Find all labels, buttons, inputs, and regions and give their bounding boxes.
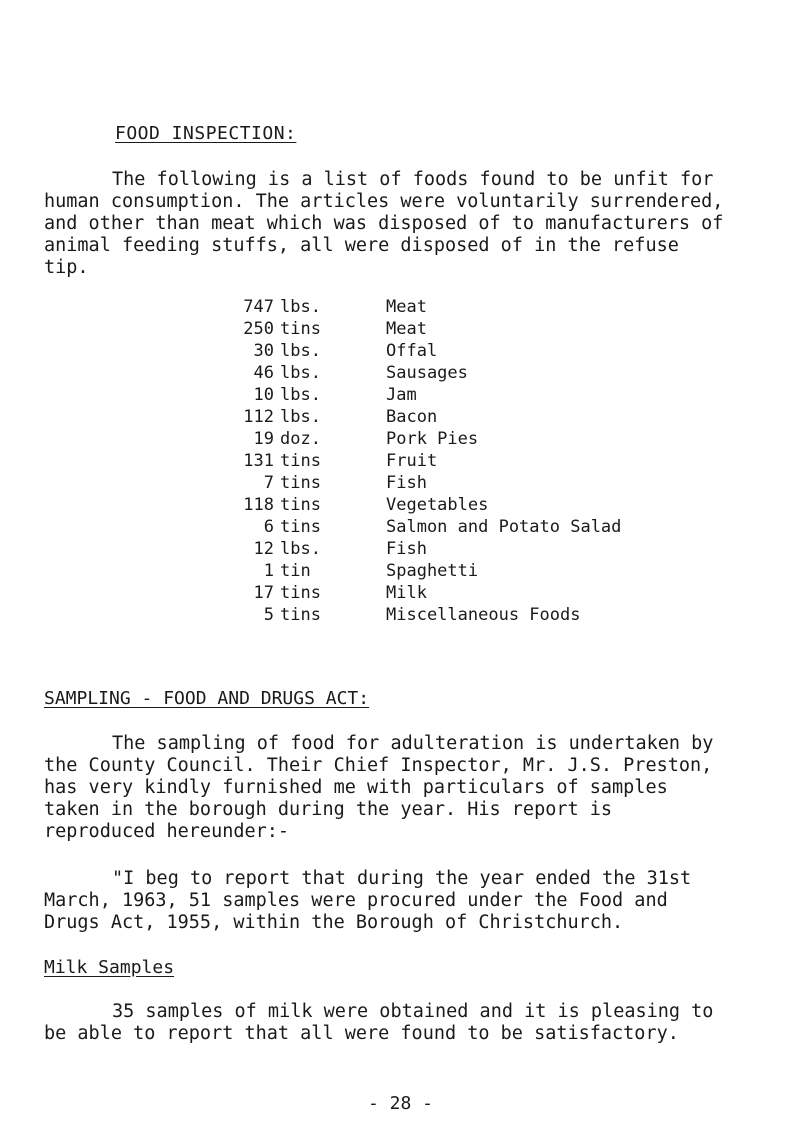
table-row — [232, 406, 621, 428]
quantity-cell: 747 — [243, 297, 274, 317]
item-cell: Vegetables — [386, 495, 489, 515]
unit-cell: tins — [280, 517, 321, 537]
unit-cell: tins — [280, 583, 321, 603]
item-cell: Salmon and Potato Salad — [386, 517, 622, 537]
unit-cell: lbs. — [280, 385, 321, 405]
item-cell: Fruit — [386, 451, 438, 471]
unit-cell: doz. — [280, 429, 321, 449]
table-row — [232, 428, 621, 450]
item-cell: Sausages — [386, 363, 468, 383]
report-paragraph — [44, 868, 724, 934]
quantity-cell: 10 — [253, 385, 274, 405]
sampling-heading: SAMPLING - FOOD AND DRUGS ACT: — [44, 688, 370, 709]
item-cell: Jam — [386, 385, 417, 405]
intro-line: The following is a list of foods found to be unfit for — [112, 169, 714, 190]
item-cell: Miscellaneous Foods — [386, 605, 581, 625]
item-cell: Fish — [386, 539, 427, 559]
quantity-cell: 46 — [253, 363, 274, 383]
page-number: - 28 - — [367, 1093, 434, 1114]
milk-samples-paragraph — [44, 1001, 724, 1045]
item-cell: Meat — [386, 319, 427, 339]
sampling-line: taken in the borough during the year. His report is — [44, 799, 613, 820]
quantity-cell: 12 — [253, 539, 274, 559]
table-row — [232, 450, 621, 472]
report-line: "I beg to report that during the year ended the 31st — [112, 868, 692, 889]
unit-cell: lbs. — [280, 341, 321, 361]
table-row — [232, 362, 621, 384]
table-row — [232, 296, 621, 318]
unit-cell: lbs. — [280, 539, 321, 559]
quantity-cell: 131 — [243, 451, 274, 471]
item-cell: Offal — [386, 341, 438, 361]
item-cell: Spaghetti — [386, 561, 479, 581]
milk-line: be able to report that all were found to be satisfactory. — [44, 1023, 679, 1044]
table-row — [232, 340, 621, 362]
food-inspection-heading: FOOD INSPECTION: — [115, 123, 297, 144]
unit-cell: tins — [280, 605, 321, 625]
intro-line: animal feeding stuffs, all were disposed of in the refuse — [44, 235, 679, 256]
unfit-foods-table — [232, 296, 621, 626]
unit-cell: lbs. — [280, 363, 321, 383]
unit-cell: tins — [280, 473, 321, 493]
item-cell: Pork Pies — [386, 429, 479, 449]
table-row — [232, 560, 621, 582]
report-line: Drugs Act, 1955, within the Borough of Christchurch. — [44, 912, 624, 933]
unit-cell: lbs. — [280, 297, 321, 317]
unit-cell: tin — [280, 561, 311, 581]
table-row — [232, 604, 621, 626]
report-line: March, 1963, 51 samples were procured under the Food and — [44, 890, 668, 911]
sampling-line: The sampling of food for adulteration is undertaken by — [112, 733, 714, 754]
quantity-cell: 17 — [253, 583, 274, 603]
milk-samples-heading: Milk Samples — [44, 957, 175, 978]
sampling-line: reproduced hereunder:- — [44, 821, 290, 842]
quantity-cell: 250 — [243, 319, 274, 339]
table-row — [232, 516, 621, 538]
intro-line: and other than meat which was disposed of to manufacturers of — [44, 213, 724, 234]
unit-cell: tins — [280, 495, 321, 515]
unit-cell: lbs. — [280, 407, 321, 427]
table-row — [232, 494, 621, 516]
quantity-cell: 118 — [243, 495, 274, 515]
item-cell: Bacon — [386, 407, 438, 427]
intro-line: human consumption. The articles were voluntarily surrendered, — [44, 191, 724, 212]
sampling-paragraph — [44, 733, 724, 843]
quantity-cell: 5 — [263, 605, 274, 625]
table-row — [232, 538, 621, 560]
table-row — [232, 582, 621, 604]
quantity-cell: 1 — [263, 561, 274, 581]
quantity-cell: 19 — [253, 429, 274, 449]
milk-line: 35 samples of milk were obtained and it is pleasing to — [112, 1001, 714, 1022]
table-row — [232, 384, 621, 406]
item-cell: Milk — [386, 583, 427, 603]
sampling-line: the County Council. Their Chief Inspector, Mr. J.S. Preston, — [44, 755, 713, 776]
quantity-cell: 30 — [253, 341, 274, 361]
quantity-cell: 7 — [263, 473, 274, 493]
quantity-cell: 112 — [243, 407, 274, 427]
unit-cell: tins — [280, 319, 321, 339]
table-row — [232, 472, 621, 494]
sampling-line: has very kindly furnished me with particulars of samples — [44, 777, 668, 798]
item-cell: Meat — [386, 297, 427, 317]
unit-cell: tins — [280, 451, 321, 471]
quantity-cell: 6 — [263, 517, 274, 537]
intro-line: tip. — [44, 257, 89, 278]
item-cell: Fish — [386, 473, 427, 493]
table-row — [232, 318, 621, 340]
food-inspection-intro — [44, 169, 724, 279]
